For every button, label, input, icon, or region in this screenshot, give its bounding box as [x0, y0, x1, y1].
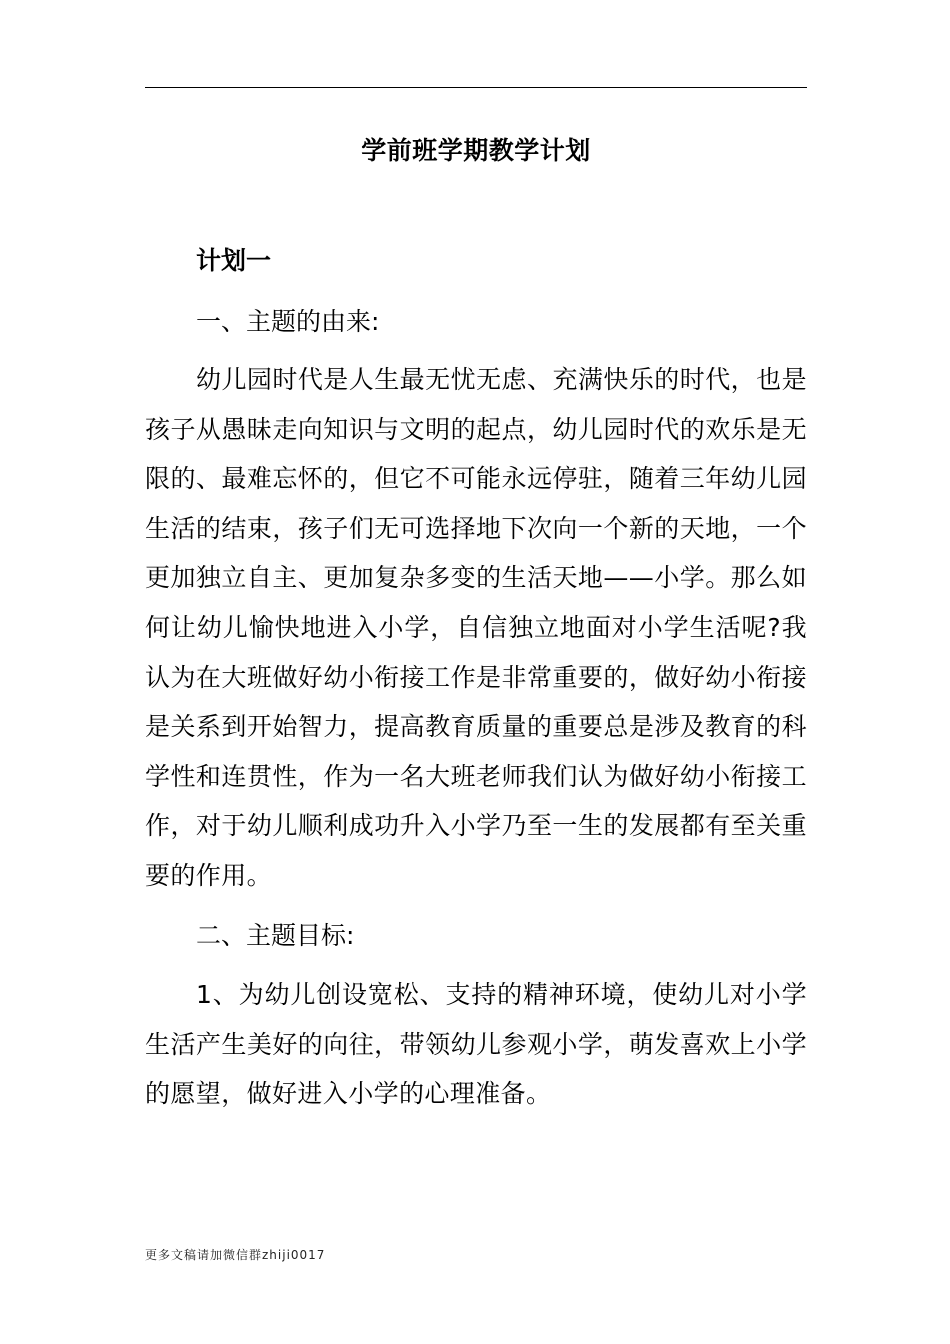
paragraph-origin: 幼儿园时代是人生最无忧无虑、充满快乐的时代，也是孩子从愚昧走向知识与文明的起点，幼儿园时代的欢乐是无限的、最难忘怀的，但它不可能永远停驻，随着三年幼儿园生活的结束，孩子们无可选择地下次向一个新的天地，一个更加独立自主、更加复杂多变的生活天地——小学。那么如何让幼儿愉快地进入小学，自信独立地面对小学生活呢?我认为在大班做好幼小衔接工作是非常重要的，做好幼小衔接是关系到开始智力，提高教育质量的重要总是涉及教育的科学性和连贯性，作为一名大班老师我们认为做好幼小衔接工作，对于幼儿顺利成功升入小学乃至一生的发展都有至关重要的作用。 — [145, 365, 807, 890]
section-heading-goals: 二、主题目标: — [196, 921, 355, 950]
plan-heading: 计划一 — [196, 246, 272, 275]
paragraph-goal-1: 1、为幼儿创设宽松、支持的精神环境，使幼儿对小学生活产生美好的向往，带领幼儿参观小学，萌发喜欢上小学的愿望，做好进入小学的心理准备。 — [145, 980, 807, 1109]
header-rule — [145, 87, 807, 88]
footer-note: 更多文稿请加微信群zhiji0017 — [145, 1248, 326, 1262]
document-title: 学前班学期教学计划 — [361, 136, 591, 165]
section-heading-origin: 一、主题的由来: — [196, 307, 380, 336]
